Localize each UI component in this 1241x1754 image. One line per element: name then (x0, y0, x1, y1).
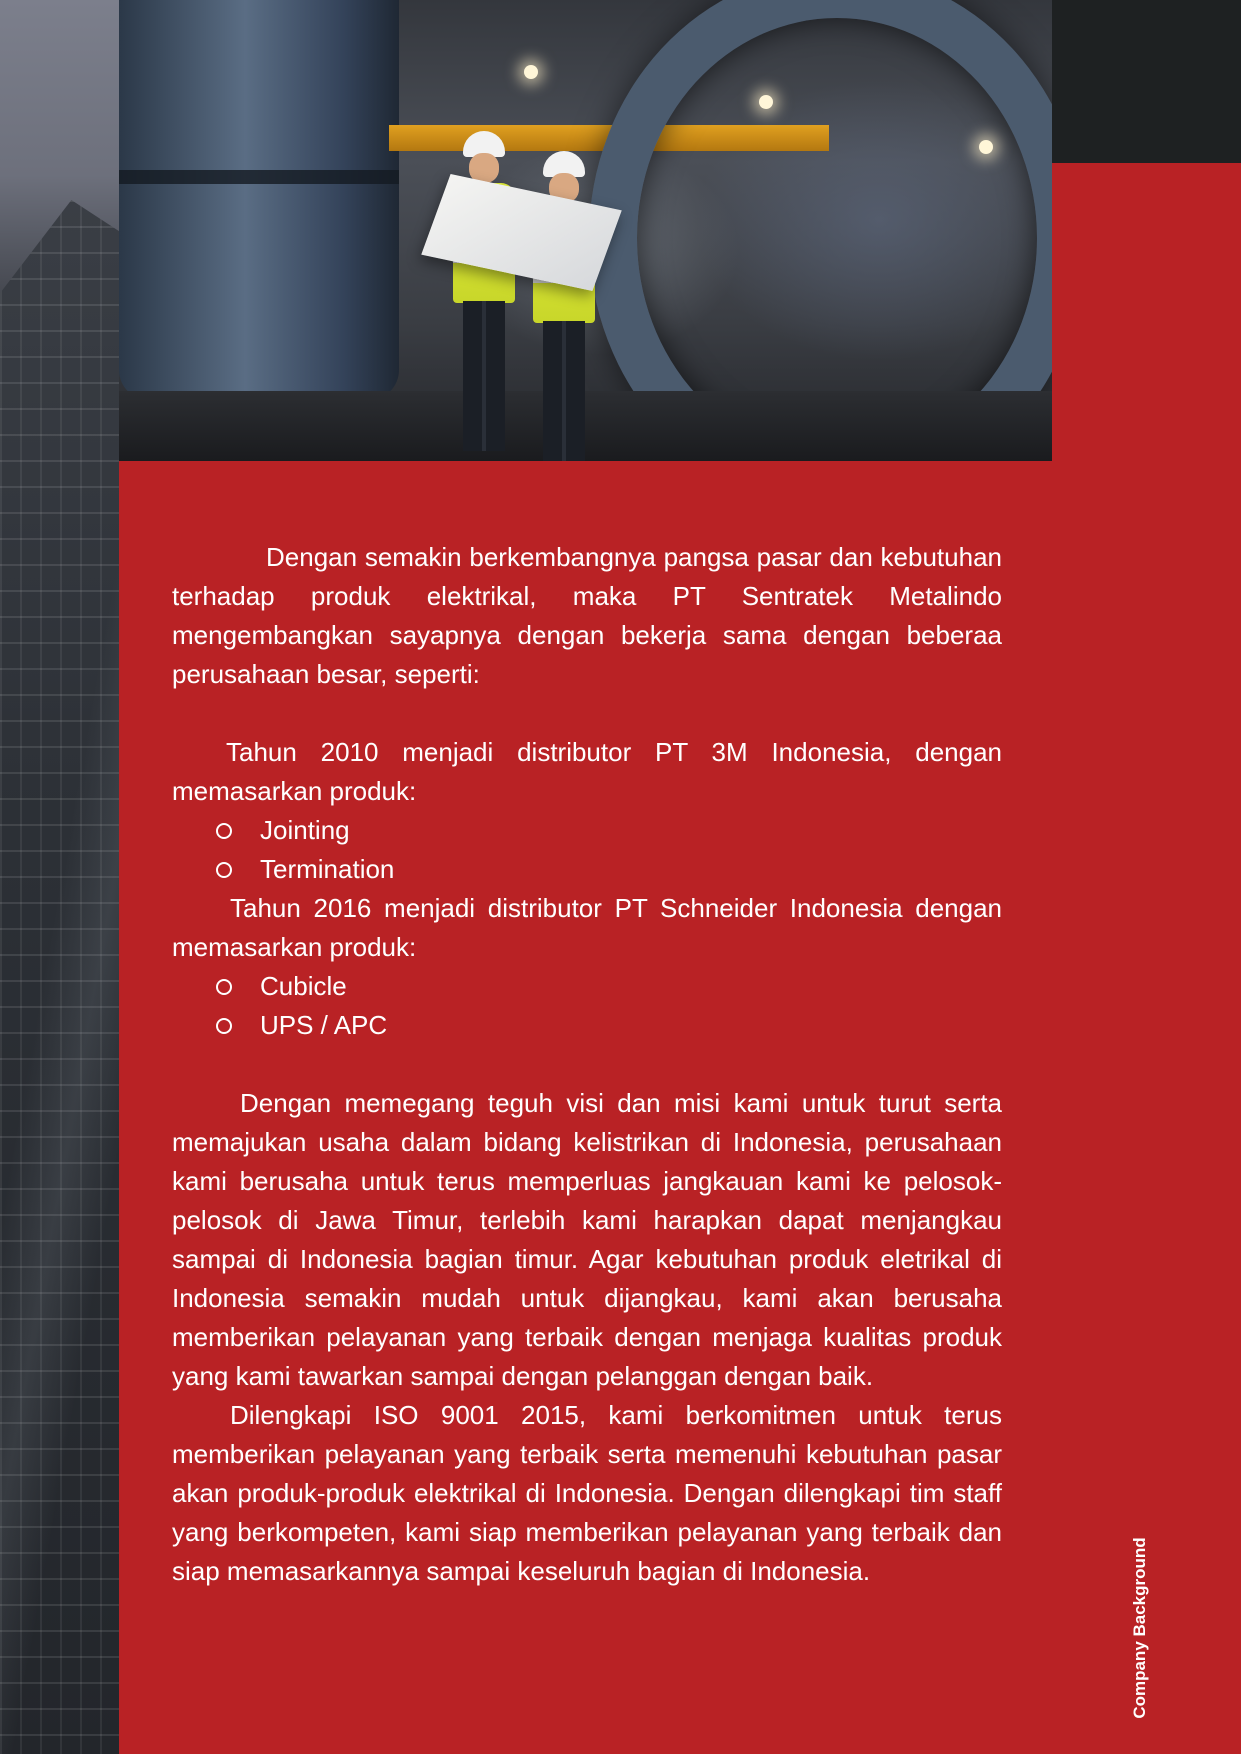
corner-dark-block (1052, 0, 1241, 163)
list-item: Cubicle (216, 967, 1002, 1006)
distributor-schneider-paragraph: Tahun 2016 menjadi distributor PT Schneider Indonesia dengan memasarkan produk: (172, 893, 1002, 962)
circle-bullet-icon (216, 1018, 232, 1034)
steel-tank (119, 0, 399, 400)
intro-paragraph: Dengan semakin berkembangnya pangsa pasar dan kebutuhan terhadap produk elektrikal, maka PT Sentratek Metalindo mengembangkan sayapnya dengan bekerja sama dengan beberaa perusahaan besar, seperti: (172, 542, 1002, 689)
iso-paragraph: Dilengkapi ISO 9001 2015, kami berkomitmen untuk terus memberikan pelayanan yang terbaik serta memenuhi kebutuhan pasar akan produk-produk elektrikal di Indonesia. Dengan dilengkapi tim staff yang berkompeten, kami siap memberikan pelayanan yang terbaik dan siap memasarkannya sampai keseluruh bagian di Indonesia. (172, 1400, 1002, 1586)
circle-bullet-icon (216, 979, 232, 995)
hero-photo (119, 0, 1052, 461)
circle-bullet-icon (216, 823, 232, 839)
glass-reflection (0, 420, 119, 1754)
building-photo-strip (0, 0, 119, 1754)
vision-paragraph: Dengan memegang teguh visi dan misi kami untuk turut serta memajukan usaha dalam bidang kelistrikan di Indonesia, perusahaan kami berusaha untuk terus memperluas jangkauan kami ke pelosok-pelosok di Jawa Timur, terlebih kami harapkan dapat menjangkau sampai di Indonesia bagian timur. Agar kebutuhan produk eletrikal di Indonesia semakin mudah untuk dijangkau, kami akan berusaha memberikan pelayanan yang terbaik dengan menjaga kualitas produk yang kami tawarkan sampai dengan pelanggan dengan baik. (172, 1088, 1002, 1391)
ceiling-lamp (524, 65, 538, 79)
body-text (172, 538, 1002, 1591)
product-list-3m (172, 811, 1002, 889)
list-item: Termination (216, 850, 1002, 889)
ceiling-lamp (759, 95, 773, 109)
list-item: UPS / APC (216, 1006, 1002, 1045)
ceiling-lamp (979, 140, 993, 154)
product-list-schneider (172, 967, 1002, 1045)
distributor-3m-paragraph: Tahun 2010 menjadi distributor PT 3M Indonesia, dengan memasarkan produk: (172, 737, 1002, 806)
section-label: Company Background (1130, 1537, 1149, 1719)
circle-bullet-icon (216, 862, 232, 878)
list-item: Jointing (216, 811, 1002, 850)
